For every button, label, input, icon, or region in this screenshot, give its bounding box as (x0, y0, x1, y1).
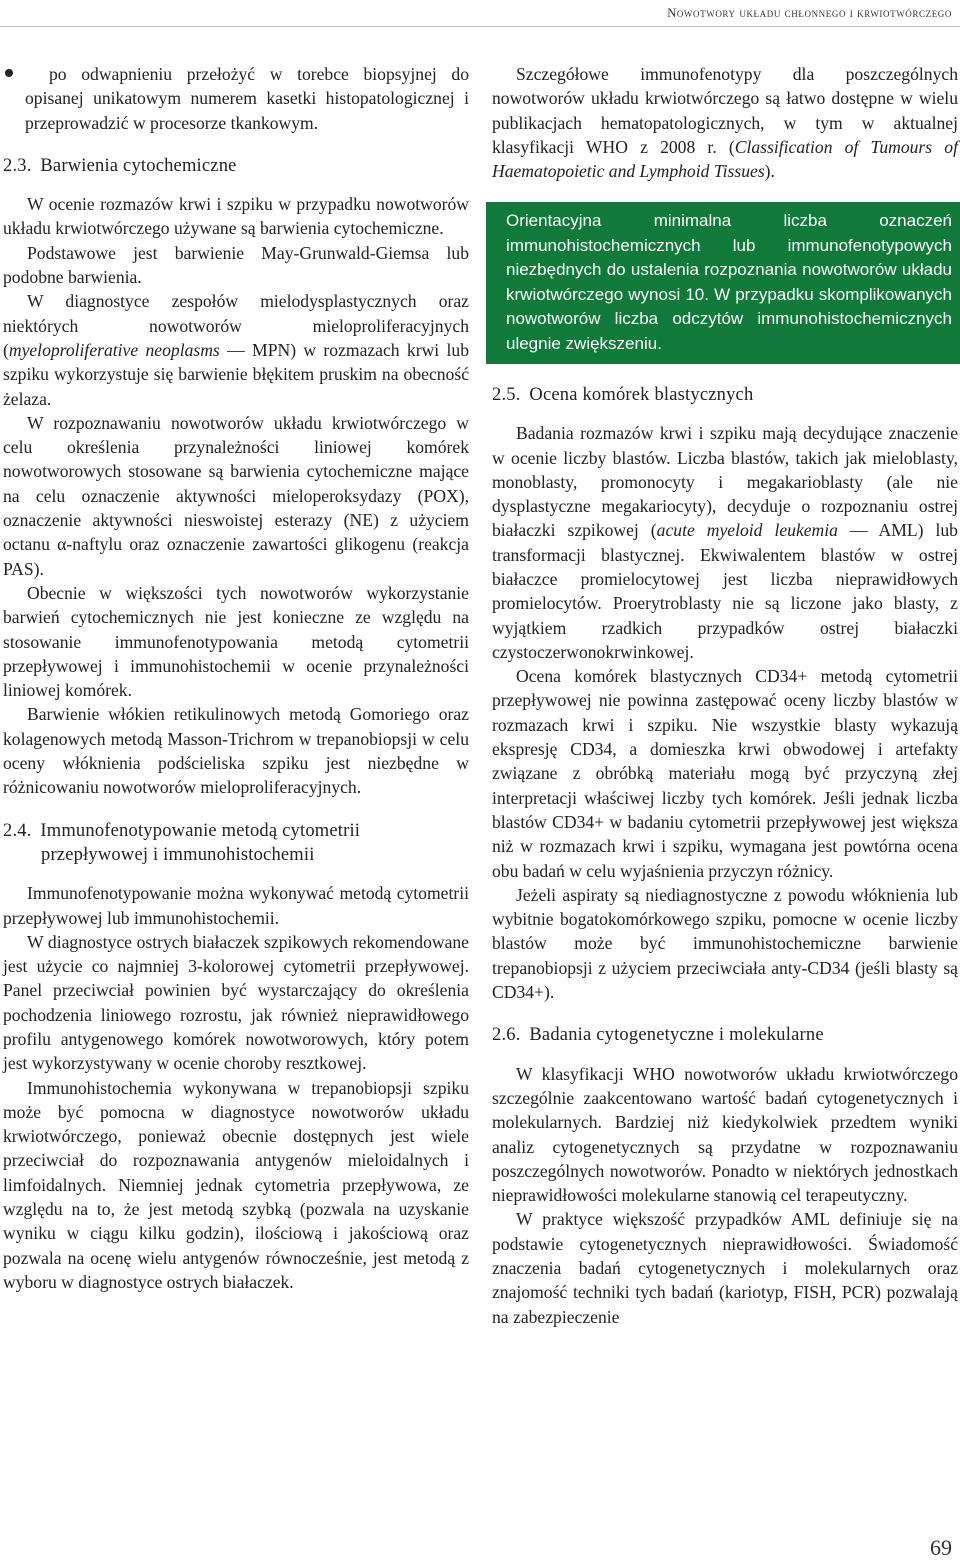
text-run: — AML) lub transformacji blastycznej. Ekwiwalentem blastów w ostrej białaczce promielocytowej jest liczba nieprawidłowych promielocytów. Proerytroblasty nie są liczone jako blasty, z wyjątkiem rzadkich przypadków ostrej białaczki czystoczerwonokrwinkowej. (492, 520, 958, 662)
section-number: 2.5. (492, 384, 521, 405)
running-head: Nowotwory układu chłonnego i krwiotwórczego (667, 6, 952, 20)
paragraph: Immunofenotypowanie można wykonywać metodą cytometrii przepływowej lub immunohistochemii. (3, 883, 469, 928)
italic-term: acute myeloid leukemia (656, 520, 838, 541)
italic-term: myeloproliferative neoplasms (8, 339, 220, 360)
bullet-dot-icon (5, 69, 13, 77)
section-title: Immunofenotypowanie metodą cytometrii przepływowej i immunohistochemii (40, 820, 361, 865)
section-heading-2-4 (3, 819, 469, 868)
paragraph (492, 62, 958, 183)
paragraph: W diagnostyce ostrych białaczek szpikowych rekomendowane jest użycie co najmniej 3-kolorowej cytometrii przepływowej. Panel przeciwciał powinien być wystarczający do określenia pochodzenia liniowego rozrostu, jak również nieprawidłowego profilu antygenowego komórek nowotworowych, który potem jest wykorzystywany w ocenie choroby resztkowej. (3, 931, 469, 1074)
left-column (3, 62, 469, 1294)
section-heading-2-6 (492, 1023, 958, 1047)
text-run: Szczegółowe immunofenotypy dla poszczególnych nowotworów układu krwiotwórczego są łatwo dostępne w wielu publikacjach hematopatologicznych, w tym w aktualnej klasyfikacji WHO z 2008 r. ( (492, 64, 958, 157)
paragraph: Obecnie w większości tych nowotworów wykorzystanie barwień cytochemicznych nie jest konieczne ze względu na stosowanie immunofenotypowania metodą cytometrii przepływowej i immunohistochemii w ocenie przynależności liniowej komórek. (3, 582, 469, 701)
section-title: Ocena komórek blastycznych (529, 384, 754, 405)
paragraph (3, 289, 469, 410)
section-number: 2.6. (492, 1025, 521, 1046)
text-run: Badania rozmazów krwi i szpiku mają decydujące znaczenie w ocenie liczby blastów. Liczba blastów, takich jak mieloblasty, monoblasty, promonocyty i megakarioblasty (ale nie dysplastyczne megakariocyty), decyduje o rozpoznaniu ostrej białaczki szpikowej ( (492, 423, 958, 541)
paragraph (492, 421, 958, 664)
paragraph: Jeżeli aspiraty są niediagnostyczne z powodu włóknienia lub wybitnie bogatokomórkowego szpiku, pomocne w ocenie liczby blastów może być immunohistochemiczne barwienie trepanobiopsji z użyciem przeciwciała anty-CD34 (jeśli blasty są CD34+). (492, 884, 958, 1003)
paragraph: W praktyce większość przypadków AML definiuje się na podstawie cytogenetycznych nieprawidłowości. Świadomość znaczenia badań cytogenetycznych i molekularnych oraz znajomość techniki tych badań (kariotyp, FISH, PCR) pozwalają na zabezpieczenie (492, 1209, 958, 1327)
paragraph: W ocenie rozmazów krwi i szpiku w przypadku nowotworów układu krwiotwórczego używane są barwienia cytochemiczne. (3, 194, 469, 239)
section-title: Badania cytogenetyczne i molekularne (529, 1025, 824, 1046)
paragraph: W rozpoznawaniu nowotworów układu krwiotwórczego w celu określenia przynależności liniowej komórek nowotworowych stosowane są barwienia cytochemiczne mające na celu oznaczenie aktywności mieloperoksydazy (POX), oznaczenie aktywności nieswoistej esterazy (NE) z użyciem octanu α-naftylu oraz oznaczenie zawartości glikogenu (reakcja PAS). (3, 412, 469, 579)
text-run: — MPN) w rozmazach krwi lub szpiku wykorzystuje się barwienie błękitem pruskim na obecność żelaza. (3, 339, 469, 409)
section-heading-2-5 (492, 383, 958, 407)
section-number: 2.3. (3, 155, 32, 176)
bullet-text: po odwapnieniu przełożyć w torebce biopsyjnej do opisanej unikatowym numerem kasetki histopatologicznej i przeprowadzić w procesorze tkankowym. (25, 64, 469, 133)
italic-title: Classification of Tumours of Haematopoietic and Lymphoid Tissues (492, 136, 958, 182)
section-heading-2-3 (3, 154, 469, 178)
section-number: 2.4. (3, 820, 32, 841)
right-column (492, 62, 958, 1329)
text-run: W diagnostyce zespołów mielodysplastycznych oraz niektórych nowotworów mieloproliferacyjnych ( (3, 291, 469, 360)
recommendation-box: Orientacyjna minimalna liczba oznaczeń immunohistochemicznych lub immunofenotypowych niezbędnych do ustalenia rozpoznania nowotworów układu krwiotwórczego wynosi 10. W przypadku skomplikowanych nowotworów liczba odczytów immunohistochemicznych ulegnie zwiększeniu. (486, 202, 960, 363)
text-run: ). (764, 161, 775, 182)
page-number: 69 (930, 1535, 952, 1560)
header-rule (0, 26, 960, 27)
bullet-item (3, 62, 469, 135)
section-title: Barwienia cytochemiczne (40, 155, 237, 176)
paragraph: Barwienie włókien retikulinowych metodą Gomoriego oraz kolagenowych metodą Masson-Trichrom w trepanobiopsji w celu oceny włóknienia podścieliska szpiku jest niezbędne w różnicowaniu nowotworów mieloproliferacyjnych. (3, 704, 469, 798)
paragraph: Ocena komórek blastycznych CD34+ metodą cytometrii przepływowej nie powinna zastępować oceny liczby blastów w rozmazach krwi i szpiku. Nie wszystkie blasty wykazują ekspresję CD34, a domieszka krwi obwodowej i artefakty związane z obróbką materiału mogą być przyczyną złej interpretacji właściwej liczby tych komórek. Jeśli jednak liczba blastów CD34+ w badaniu cytometrii przepływowej jest większa niż w rozmazach krwi i szpiku, wymagana jest powtórna ocena obu badań w celu wyjaśnienia przyczyn różnicy. (492, 666, 958, 881)
paragraph: Podstawowe jest barwienie May-Grunwald-Giemsa lub podobne barwienia. (3, 242, 469, 288)
paragraph: Immunohistochemia wykonywana w trepanobiopsji szpiku może być pomocna w diagnostyce nowotworów układu krwiotwórczego, ponieważ obecnie dostępnych jest wiele przeciwciał do rozpoznawania antygenów mieloidalnych i limfoidalnych. Niemniej jednak cytometria przepływowa, ze względu na to, że jest metodą szybką (pozwala na uzyskanie wyniku w ciągu kilku godzin), ilościową i jakościową oraz pozwala na ocenę wielu antygenów równocześnie, jest metodą z wyboru w diagnostyce ostrych białaczek. (3, 1077, 469, 1292)
paragraph: W klasyfikacji WHO nowotworów układu krwiotwórczego szczególnie zaakcentowano wartość badań cytogenetycznych i molekularnych. Bardziej niż kiedykolwiek przedtem wyniki analiz cytogenetycznych są przydatne w rozpoznawaniu poszczególnych nowotworów. Ponadto w niektórych jednostkach nieprawidłowości molekularne stanowią cel terapeutyczny. (492, 1063, 958, 1206)
